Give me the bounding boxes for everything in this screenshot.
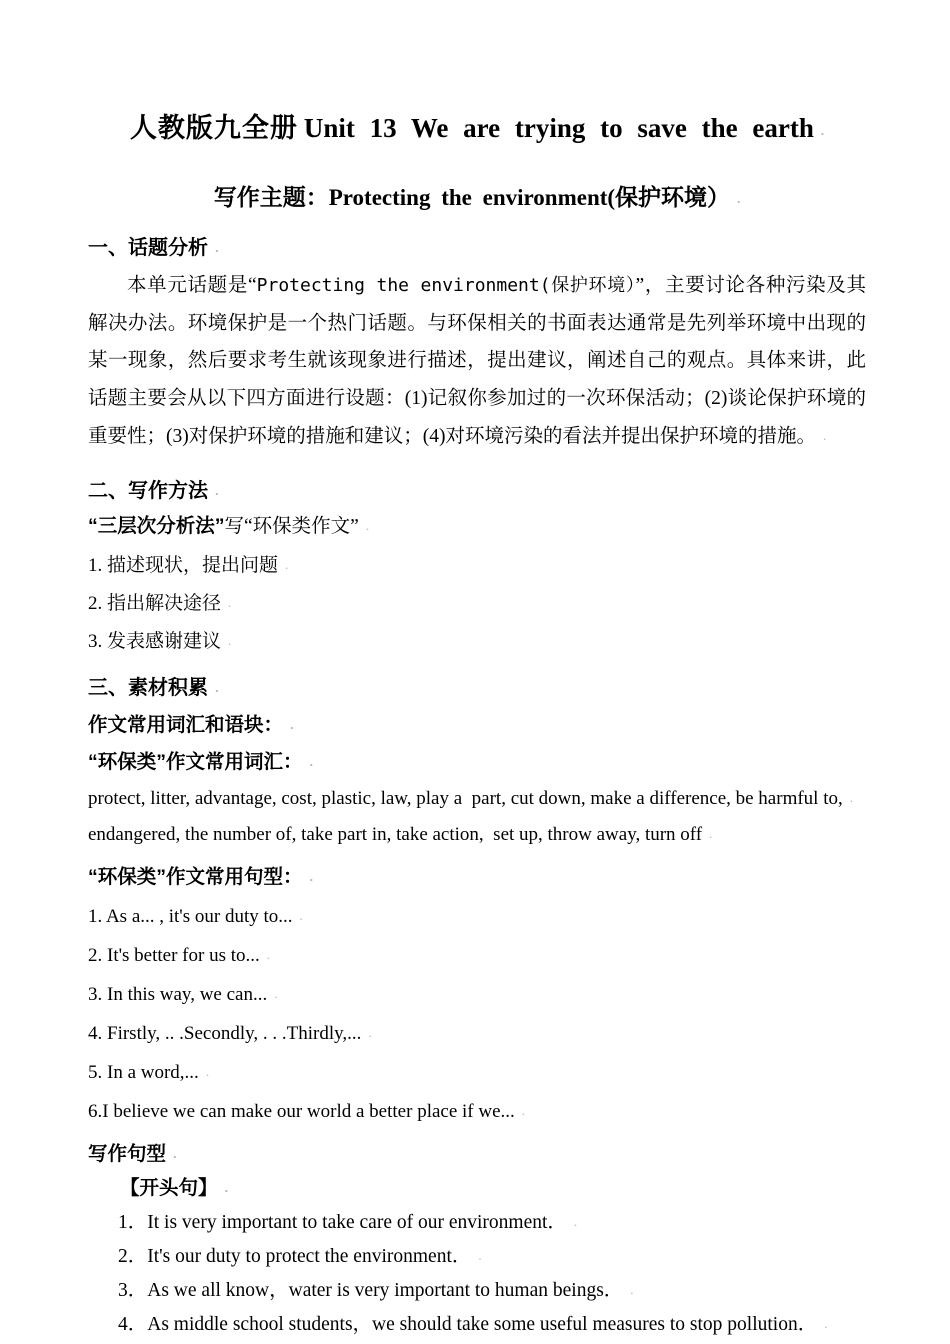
- sentence-pattern: 1. As a... , it's our duty to... .: [88, 904, 866, 928]
- opening-sentence: 4．As middle school students，we should take some useful measures to stop pollution． .: [118, 1312, 866, 1336]
- subtitle-topic: Protecting the environment(保护环境）: [328, 185, 731, 210]
- document-title-english: Unit 13 We are trying to save the earth: [303, 113, 814, 143]
- method-intro-rest: 写“环保类作文”: [224, 515, 359, 537]
- sentence-pattern: 3. In this way, we can... .: [88, 982, 866, 1006]
- topic-analysis-paragraph: [88, 267, 866, 456]
- sentence-pattern: 5. In a word,... .: [88, 1060, 866, 1084]
- document-subtitle: [88, 183, 866, 213]
- paragraph-topic-inline: Protecting the environment(保护环境）: [256, 275, 636, 296]
- patterns-heading: “环保类”作文常用句型： .: [88, 865, 866, 889]
- opening-sentence: 1．It is very important to take care of our environment． .: [118, 1210, 866, 1234]
- opening-sentence: 3．As we all know，water is very important to human beings． .: [118, 1278, 866, 1302]
- vocab-heading: 作文常用词汇和语块： .: [88, 713, 866, 737]
- vocab-subheading: “环保类”作文常用词汇： .: [88, 750, 866, 774]
- method-step: 1. 描述现状，提出问题 .: [88, 553, 866, 577]
- vocab-list-line: protect, litter, advantage, cost, plastic, law, play a part, cut down, make a difference, be harmful to, .: [88, 786, 866, 810]
- sentence-pattern: 6.I believe we can make our world a better place if we... .: [88, 1099, 866, 1123]
- paragraph-lead: 本单元话题是“: [127, 275, 257, 296]
- opening-sentence: 2．It's our duty to protect the environment． .: [118, 1244, 866, 1268]
- paragraph-rest: ”，主要讨论各种污染及其解决办法。环境保护是一个热门话题。与环保相关的书面表达通常是先列举环境中出现的某一现象，然后要求考生就该现象进行描述，提出建议，阐述自己的观点。具体来讲，此话题主要会从以下四方面进行设题：(1)记叙你参加过的一次环保活动；(2)谈论保护环境的重要性；(3)对保护环境的措施和建议；(4)对环境污染的看法并提出保护环境的措施。: [88, 275, 866, 447]
- subtitle-label: 写作主题：: [213, 184, 329, 210]
- method-step: 2. 指出解决途径 .: [88, 591, 866, 615]
- document-title-chinese: 人教版九全册: [129, 113, 298, 143]
- document-title: [88, 112, 866, 147]
- sentence-pattern: 4. Firstly, .. .Secondly, . . .Thirdly,... .: [88, 1021, 866, 1045]
- writing-patterns-heading: 写作句型 .: [88, 1142, 866, 1166]
- method-intro-bold: “三层次分析法”: [88, 514, 225, 537]
- method-step: 3. 发表感谢建议 .: [88, 629, 866, 653]
- method-intro-line: [88, 514, 866, 539]
- section-heading-materials: 三、素材积累 .: [88, 676, 866, 700]
- section-heading-topic-analysis: 一、话题分析 .: [88, 236, 866, 260]
- vocab-list-line: endangered, the number of, take part in, take action, set up, throw away, turn off .: [88, 822, 866, 846]
- opening-sentences-heading: 【开头句】 .: [120, 1176, 866, 1200]
- sentence-pattern: 2. It's better for us to... .: [88, 943, 866, 967]
- section-heading-writing-method: 二、写作方法 .: [88, 479, 866, 503]
